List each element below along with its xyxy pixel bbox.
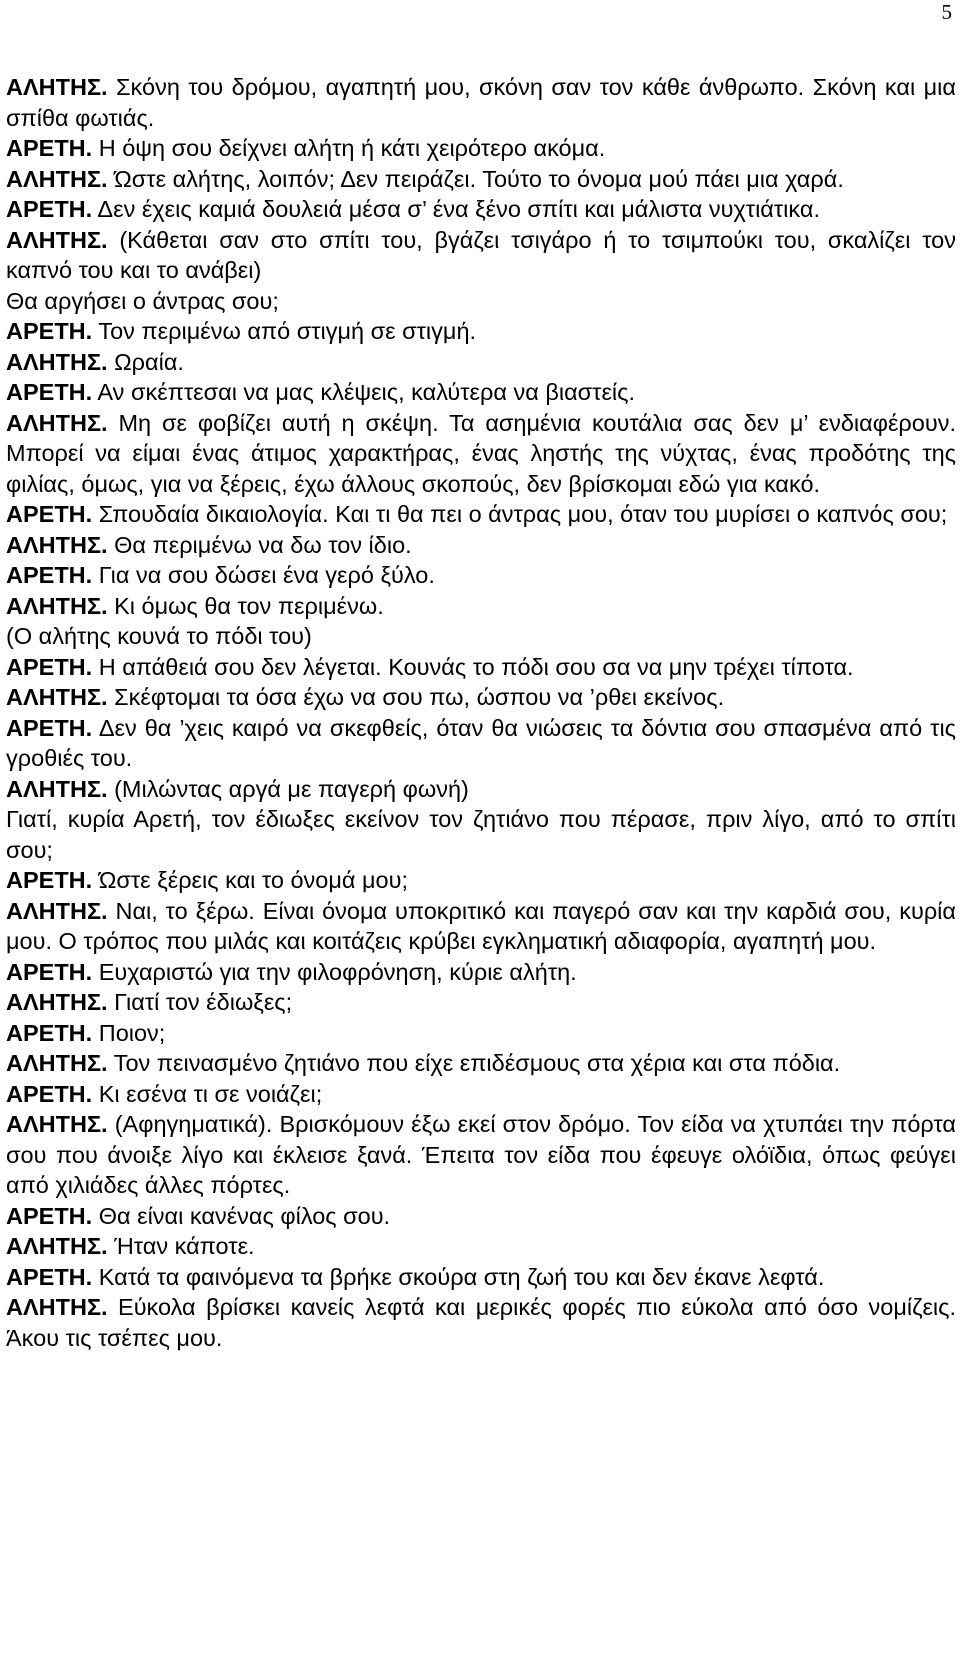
speaker-name: ΑΡΕΤΗ. [6,135,93,161]
speaker-name: ΑΛΗΤΗΣ. [6,775,108,802]
line-text: (Αφηγηματικά). Βρισκόμουν έξω εκεί στον δρόμο. Τον είδα να χτυπάει την πόρτα σου που άνοιξε λίγο και έκλεισε ξανά. Έπειτα τον είδα που έφευγε ολόϊδια, όπως φεύγει από χιλιάδες άλλες πόρτες. [6,1111,956,1198]
speaker-name: ΑΡΕΤΗ. [6,562,93,588]
dialogue-line [6,1231,956,1262]
speaker-name: ΑΡΕΤΗ. [6,1080,93,1107]
dialogue-line [6,560,956,591]
line-text: Ήταν κάποτε. [107,1233,255,1259]
line-text: Ωραία. [107,348,184,375]
speaker-name: ΑΛΗΤΗΣ. [6,684,108,710]
speaker-name: ΑΡΕΤΗ. [6,379,93,405]
line-text: Σκόνη του δρόμου, αγαπητή μου, σκόνη σαν τον κάθε άνθρωπο. Σκόνη και μια σπίθα φωτιάς. [6,74,956,131]
speaker-name: ΑΛΗΤΗΣ. [6,226,108,253]
dialogue-line [6,1292,956,1353]
line-text: Ώστε αλήτης, λοιπόν; Δεν πειράζει. Τούτο το όνομα μού πάει μια χαρά. [107,165,844,192]
line-text: Τον πεινασμένο ζητιάνο που είχε επιδέσμους στα χέρια και στα πόδια. [107,1050,841,1076]
dialogue-line [6,713,956,774]
speaker-name: ΑΡΕΤΗ. [6,714,93,741]
dialogue-line [6,774,956,805]
page-number: 5 [941,0,952,24]
dialogue-line [6,1109,956,1201]
dialogue-line [6,957,956,988]
speaker-name: ΑΛΗΤΗΣ. [6,1111,108,1137]
dialogue-line [6,1079,956,1110]
speaker-name: ΑΛΗΤΗΣ. [6,592,108,619]
line-text: Τον περιμένω από στιγμή σε στιγμή. [92,318,477,344]
speaker-name: ΑΛΗΤΗΣ. [6,165,108,192]
line-text: Κατά τα φαινόμενα τα βρήκε σκούρα στη ζωή του και δεν έκανε λεφτά. [92,1263,825,1290]
speaker-name: ΑΛΗΤΗΣ. [6,348,108,375]
dialogue-line [6,1262,956,1293]
line-text: Εύκολα βρίσκει κανείς λεφτά και μερικές φορές πιο εύκολα από όσο νομίζεις. Άκου τις τσέπες μου. [6,1294,956,1351]
dialogue-line [6,194,956,225]
line-text: (Ο αλήτης κουνά το πόδι του) [6,623,312,649]
speaker-name: ΑΛΗΤΗΣ. [6,409,108,436]
speaker-name: ΑΛΗΤΗΣ. [6,1050,108,1076]
speaker-name: ΑΡΕΤΗ. [6,958,93,985]
speaker-name: ΑΛΗΤΗΣ. [6,1233,108,1259]
line-text: (Μιλώντας αργά με παγερή φωνή) [107,775,469,802]
speaker-name: ΑΛΗΤΗΣ. [6,989,108,1015]
line-text: Σκέφτομαι τα όσα έχω να σου πω, ώσπου να ’ρθει εκείνος. [107,684,725,710]
speaker-name: ΑΡΕΤΗ. [6,1202,93,1229]
dialogue-line [6,72,956,133]
line-text: Δεν έχεις καμιά δουλειά μέσα σ’ ένα ξένο σπίτι και μάλιστα νυχτιάτικα. [92,196,820,222]
line-text: Η όψη σου δείχνει αλήτη ή κάτι χειρότερο ακόμα. [92,135,606,161]
speaker-name: ΑΛΗΤΗΣ. [6,531,108,558]
line-text: Για να σου δώσει ένα γερό ξύλο. [92,562,435,588]
dialogue-line [6,591,956,622]
dialogue-line [6,408,956,500]
dialogue-line [6,225,956,286]
speaker-name: ΑΡΕΤΗ. [6,1019,93,1046]
dialogue-line [6,621,956,652]
line-text: Κι εσένα τι σε νοιάζει; [92,1080,323,1107]
dialogue-line [6,347,956,378]
dialogue-line [6,1018,956,1049]
dialogue-line [6,316,956,347]
line-text: Σπουδαία δικαιολογία. Και τι θα πει ο άντρας μου, όταν του μυρίσει ο καπνός σου; [92,501,948,527]
dialogue-line [6,286,956,317]
line-text: Ναι, το ξέρω. Είναι όνομα υποκριτικό και παγερό σαν και την καρδιά σου, κυρία μου. Ο τρόπος που μιλάς και κοιτάζεις κρύβει εγκληματική αδιαφορία, αγαπητή μου. [6,897,956,954]
speaker-name: ΑΡΕΤΗ. [6,867,93,893]
line-text: Γιατί τον έδιωξες; [107,989,293,1015]
speaker-name: ΑΛΗΤΗΣ. [6,897,108,924]
line-text: Κι όμως θα τον περιμένω. [107,592,384,619]
line-text: Μη σε φοβίζει αυτή η σκέψη. Τα ασημένια κουτάλια σας δεν μ’ ενδιαφέρουν. Μπορεί να είμαι ένας άτιμος χαρακτήρας, ένας ληστής της νύχτας, ένας προδότης της φιλίας, όμως, για να ξέρεις, έχω άλλους σκοπούς, δεν βρίσκομαι εδώ για κακό. [6,409,956,497]
dialogue-line [6,133,956,164]
speaker-name: ΑΛΗΤΗΣ. [6,1294,108,1320]
line-text: Θα αργήσει ο άντρας σου; [6,287,279,314]
dialogue-line [6,652,956,683]
speaker-name: ΑΡΕΤΗ. [6,653,93,680]
dialogue-line [6,1048,956,1079]
dialogue-line [6,682,956,713]
speaker-name: ΑΡΕΤΗ. [6,318,93,344]
dialogue-line [6,1201,956,1232]
line-text: Η απάθειά σου δεν λέγεται. Κουνάς το πόδι σου σα να μην τρέχει τίποτα. [92,653,854,680]
dialogue-body [6,72,956,1353]
line-text: Θα περιμένω να δω τον ίδιο. [107,531,412,558]
line-text: Ώστε ξέρεις και το όνομά μου; [92,867,408,893]
speaker-name: ΑΡΕΤΗ. [6,1263,93,1290]
line-text: Ευχαριστώ για την φιλοφρόνηση, κύριε αλήτη. [92,958,577,985]
dialogue-line [6,164,956,195]
dialogue-line [6,499,956,530]
dialogue-line [6,377,956,408]
dialogue-line [6,865,956,896]
dialogue-line [6,804,956,865]
line-text: Δεν θα ’χεις καιρό να σκεφθείς, όταν θα νιώσεις τα δόντια σου σπασμένα από τις γροθιές του. [6,714,956,771]
speaker-name: ΑΛΗΤΗΣ. [6,74,108,100]
line-text: (Κάθεται σαν στο σπίτι του, βγάζει τσιγάρο ή το τσιμπούκι του, σκαλίζει τον καπνό του και το ανάβει) [6,226,956,283]
dialogue-line [6,530,956,561]
line-text: Γιατί, κυρία Αρετή, τον έδιωξες εκείνον τον ζητιάνο που πέρασε, πριν λίγο, από το σπίτι σου; [6,806,956,863]
line-text: Ποιον; [92,1019,166,1046]
dialogue-line [6,896,956,957]
dialogue-line [6,987,956,1018]
line-text: Αν σκέπτεσαι να μας κλέψεις, καλύτερα να βιαστείς. [92,379,636,405]
line-text: Θα είναι κανένας φίλος σου. [92,1202,391,1229]
speaker-name: ΑΡΕΤΗ. [6,501,93,527]
speaker-name: ΑΡΕΤΗ. [6,196,93,222]
